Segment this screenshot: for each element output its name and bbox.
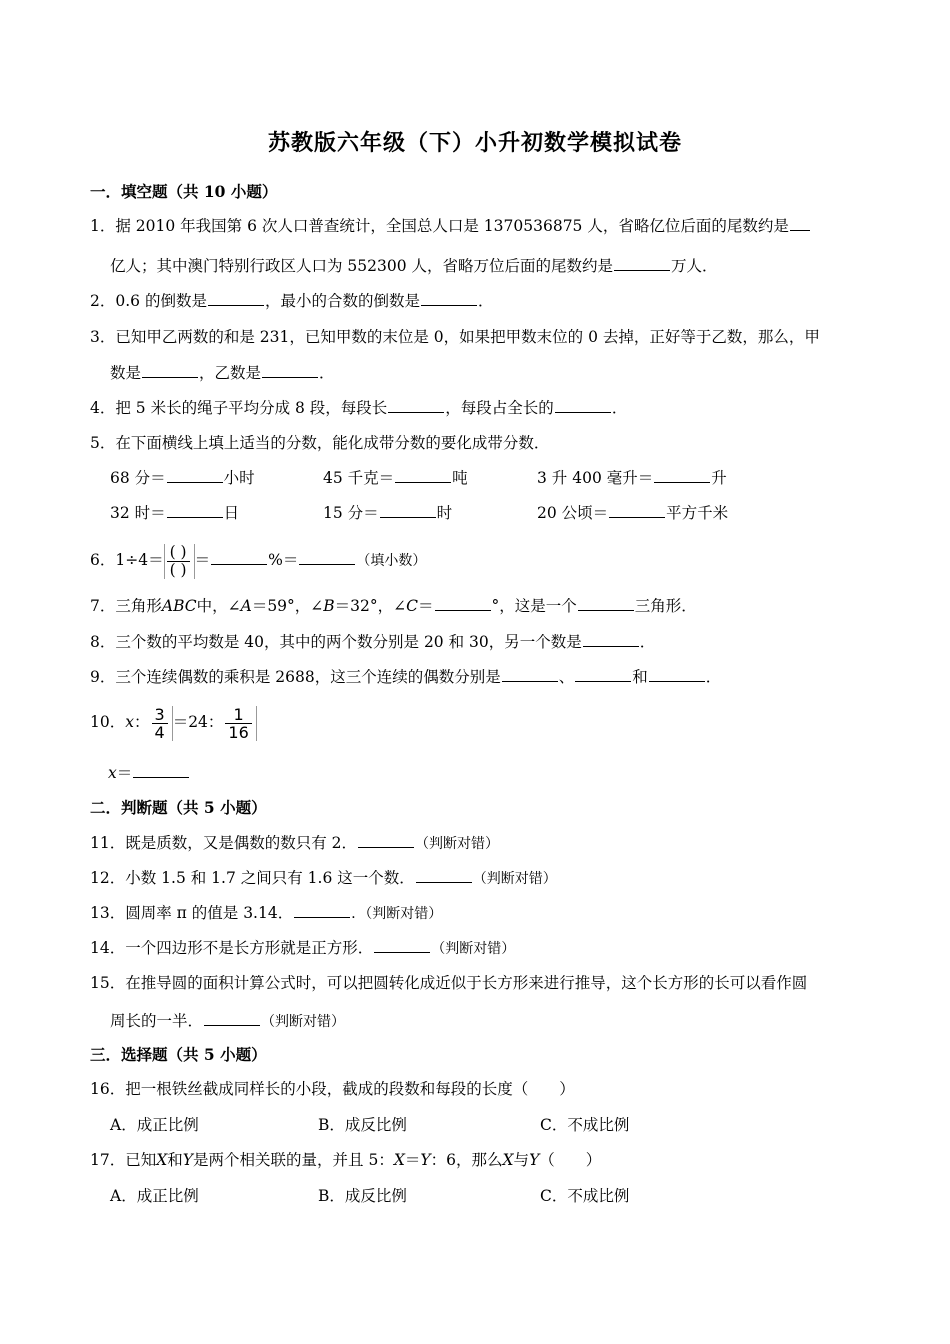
question-text: 14．一个四边形不是长方形就是正方形． [90,939,374,957]
q5-r2c1 [110,502,239,524]
question-text: 与 [513,1151,530,1169]
question-text: 3 升 400 毫升＝ [537,469,654,487]
question-text: ． [611,399,628,417]
question-text: ＝ [116,764,133,782]
fraction-denominator: 4 [154,722,165,742]
question-text: ：6，那么 [430,1151,503,1169]
option-a[interactable]: A．成正比例 [110,1116,199,1134]
option-b[interactable]: B．成反比例 [318,1187,407,1205]
question-10-answer [108,762,190,784]
question-text: 17．已知 [90,1151,157,1169]
answer-blank[interactable] [294,903,350,918]
question-text: 吨 [452,469,468,487]
variable-X: X [502,1151,514,1169]
answer-blank[interactable] [208,291,264,306]
question-14 [90,937,515,960]
question-text: ．（判断对错） [351,906,443,922]
question-text: 平方千米 [666,504,729,522]
question-text: 小时 [223,469,255,487]
question-text: 时 [436,504,453,522]
variable-x: x [125,713,134,731]
answer-blank[interactable] [649,667,705,682]
question-text: 、 [558,668,575,686]
question-11 [90,832,499,855]
question-4 [90,397,627,419]
answer-blank[interactable] [555,398,611,413]
question-text: 11．既是质数，又是偶数的数只有 2． [90,834,358,852]
question-15-line-2 [110,1010,345,1033]
answer-blank[interactable] [790,216,810,231]
section-heading-multiple-choice: 三．选择题（共 5 小题） [90,1045,267,1064]
option-b[interactable]: B．成反比例 [318,1116,407,1134]
question-10 [90,702,257,742]
question-text: 万人． [671,257,718,275]
question-text: 9．三个连续偶数的乘积是 2688，这三个连续的偶数分别是 [90,668,501,686]
question-text: 6．1÷4＝ [90,551,164,569]
question-text: 周长的一半． [110,1012,204,1030]
fraction-numerator: 3 [152,706,168,724]
question-text: °，这是一个 [491,597,577,615]
answer-blank[interactable] [395,468,451,483]
question-text: 三角形． [634,597,697,615]
question-text: ． [319,364,335,382]
answer-blank[interactable] [211,550,267,565]
answer-blank[interactable] [575,667,631,682]
answer-blank[interactable] [435,596,491,611]
variable-Y: Y [182,1151,194,1169]
section-heading-true-false: 二．判断题（共 5 小题） [90,798,267,817]
question-text: 和 [167,1151,183,1169]
variable-X: X [156,1151,168,1169]
answer-blank[interactable] [167,468,223,483]
question-text: ，每段占全长的 [445,399,554,417]
question-text: 68 分＝ [110,469,166,487]
answer-blank[interactable] [654,468,710,483]
question-text: 8．三个数的平均数是 40，其中的两个数分别是 20 和 30，另一个数是 [90,633,582,651]
question-text: ： [133,713,150,731]
question-text: （判断对错） [415,836,500,852]
question-text: ，乙数是 [199,364,262,382]
question-1-line-2 [110,255,718,277]
question-text: 日 [223,504,240,522]
answer-blank[interactable] [262,363,318,378]
question-text: %＝ [268,551,299,569]
answer-blank[interactable] [416,868,472,883]
answer-blank[interactable] [583,632,639,647]
answer-blank[interactable] [299,550,355,565]
answer-blank[interactable] [380,503,436,518]
question-text: 是两个相关联的量，并且 5： [193,1151,394,1169]
question-text: 7．三角形 [90,597,162,615]
q5-r1c1 [110,467,255,489]
question-16: 16．把一根铁丝截成同样长的小段，截成的段数和每段的长度（ ） [90,1080,575,1098]
q5-r1c3 [537,467,727,489]
question-text: ＝24： [172,713,224,731]
answer-blank[interactable] [388,398,444,413]
variable-Y: Y [529,1151,540,1169]
page-title: 苏教版六年级（下）小升初数学模拟试卷 [267,130,682,156]
question-5: 5．在下面横线上填上适当的分数，能化成带分数的要化成带分数． [90,434,550,452]
angle-label: B [323,597,335,615]
variable-x: x [108,764,117,782]
question-text: 升 [711,469,727,487]
fraction-three-quarters [150,706,173,741]
answer-blank[interactable] [142,363,198,378]
question-7 [90,595,697,617]
angle-label: C [406,597,419,615]
question-12 [90,867,557,890]
question-text: ＝ [194,551,211,569]
question-text: 45 千克＝ [323,469,395,487]
triangle-label: ABC [161,597,197,615]
angle-label: A [240,597,252,615]
question-text: 2．0.6 的倒数是 [90,292,207,310]
question-9 [90,666,721,688]
question-text: 20 公顷＝ [537,504,609,522]
question-text: ． [639,633,656,651]
option-c[interactable]: C．不成比例 [540,1187,630,1205]
question-text: 和 [632,668,648,686]
question-text: 10． [90,713,126,731]
question-text: ＝32°，∠ [334,597,407,615]
answer-blank[interactable] [358,833,414,848]
question-6 [90,540,426,581]
answer-blank[interactable] [502,667,558,682]
question-text: 32 时＝ [110,504,166,522]
answer-blank[interactable] [614,256,670,271]
question-text: 13．圆周率 π 的值是 3.14． [90,904,294,922]
question-text: ． [705,668,722,686]
question-text: ． [477,292,494,310]
q5-r2c3 [537,502,728,524]
question-1-line-1 [90,215,811,237]
question-17 [90,1149,601,1171]
question-text: ＝ [404,1151,421,1169]
question-8 [90,631,655,653]
question-text: （ ） [539,1151,602,1169]
answer-blank[interactable] [204,1011,260,1026]
question-3-line-2 [110,362,335,384]
question-text: 1．据 2010 年我国第 6 次人口普查统计，全国总人口是 1370536875 人，省略亿位后面的尾数约是 [90,217,789,235]
q5-r2c2 [323,502,452,524]
answer-blank[interactable] [133,763,189,778]
variable-Y: Y [420,1151,431,1169]
question-13 [90,902,442,925]
answer-blank[interactable] [421,291,477,306]
question-text: 12．小数 1.5 和 1.7 之间只有 1.6 这一个数． [90,869,415,887]
question-text: 数是 [110,364,142,382]
question-text: ＝ [418,597,434,615]
variable-X: X [393,1151,405,1169]
fraction-numerator: 1 [225,706,251,724]
fraction-blank[interactable] [164,544,195,579]
question-3-line-1: 3．已知甲乙两数的和是 231，已知甲数的末位是 0，如果把甲数末位的 0 去掉，正好等于乙数，那么，甲 [90,328,820,346]
fraction-one-sixteenth [223,706,256,741]
question-text: （判断对错） [472,871,557,887]
option-a[interactable]: A．成正比例 [110,1187,199,1205]
fraction-denominator: ( ) [169,560,187,579]
question-text: 亿人；其中澳门特别行政区人口为 552300 人，省略万位后面的尾数约是 [110,257,614,275]
question-text: （填小数） [356,553,427,569]
q5-r1c2 [323,467,468,489]
question-2 [90,290,493,312]
answer-blank[interactable] [374,938,430,953]
answer-blank[interactable] [167,503,223,518]
question-text: 中，∠ [196,597,241,615]
answer-blank[interactable] [609,503,665,518]
answer-blank[interactable] [578,596,634,611]
question-text: （判断对错） [261,1014,346,1030]
question-15-line-1: 15．在推导圆的面积计算公式时，可以把圆转化成近似于长方形来进行推导，这个长方形的长可以看作圆 [90,974,808,992]
option-c[interactable]: C．不成比例 [540,1116,630,1134]
question-text: ，最小的合数的倒数是 [264,292,420,310]
fraction-numerator: ( ) [167,544,190,562]
question-text: 4．把 5 米长的绳子平均分成 8 段，每段长 [90,399,388,417]
fraction-denominator: 16 [228,722,249,742]
section-heading-fill-in: 一．填空题（共 10 小题） [90,182,278,201]
question-text: 15 分＝ [323,504,379,522]
question-text: ＝59°，∠ [251,597,324,615]
question-text: （判断对错） [431,941,516,957]
